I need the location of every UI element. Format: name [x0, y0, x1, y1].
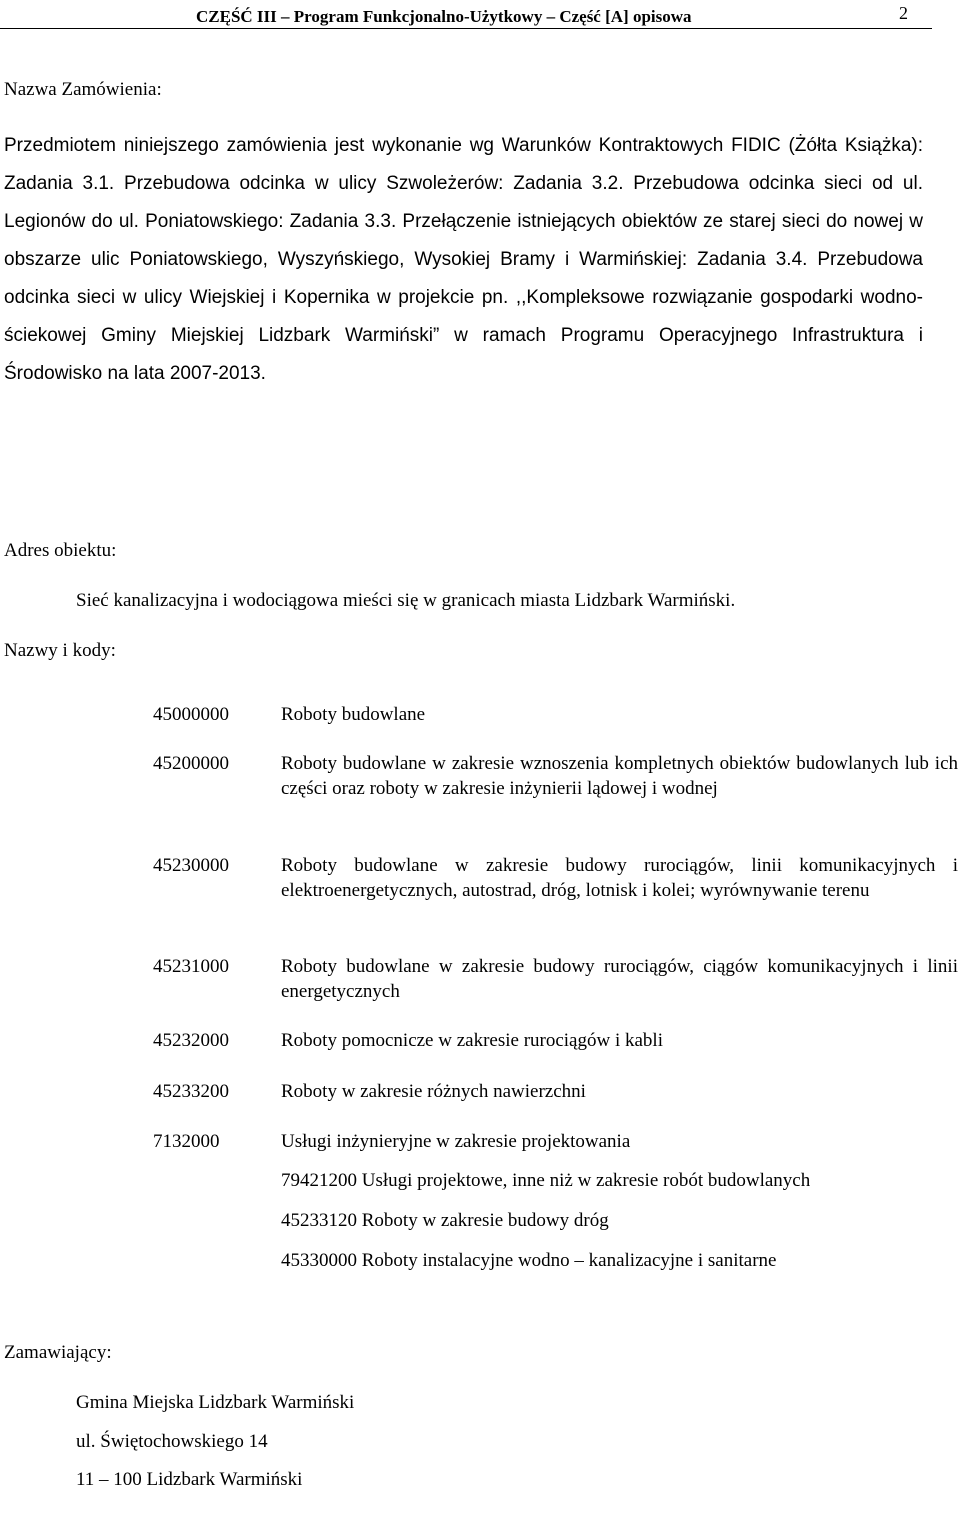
- code-description: Roboty budowlane w zakresie wznoszenia kompletnych obiektów budowlanych lub ich części oraz roboty w zakresie inżynierii lądowej i wodnej: [281, 753, 958, 799]
- address-text: Sieć kanalizacyjna i wodociągowa mieści się w granicach miasta Lidzbark Warmiński.: [76, 590, 736, 611]
- order-label: Nazwa Zamówienia:: [4, 79, 162, 100]
- code-description: Roboty budowlane w zakresie budowy rurociągów, ciągów komunikacyjnych i linii energetycznych: [281, 956, 958, 1002]
- client-label: Zamawiający:: [4, 1342, 112, 1363]
- code-description: Roboty budowlane w zakresie budowy rurociągów, linii komunikacyjnych i elektroenergetycznych, autostrad, dróg, lotnisk i kolei; wyrównywanie terenu: [281, 855, 958, 901]
- code-number: 45230000: [153, 855, 229, 876]
- codes-label: Nazwy i kody:: [4, 640, 116, 661]
- code-number: 45233200: [153, 1081, 229, 1102]
- code-number: 7132000: [153, 1131, 220, 1152]
- header-title: CZĘŚĆ III – Program Funkcjonalno-Użytkowy – Część [A] opisowa: [196, 7, 692, 26]
- code-subitem: 45233120 Roboty w zakresie budowy dróg: [281, 1210, 609, 1231]
- code-description: Roboty budowlane: [281, 704, 426, 725]
- code-number: 45000000: [153, 704, 229, 725]
- order-description: Przedmiotem niniejszego zamówienia jest wykonanie wg Warunków Kontraktowych FIDIC (Żółta Książka): Zadania 3.1. Przebudowa odcinka w ulicy Szwoleżerów: Zadania 3.2. Przebudowa odcinka sieci od ul. Legionów do ul. Poniatowskiego: Zadania 3.3. Przełączenie istniejących obiektów ze starej sieci do nowej w obszarze ulic Poniatowskiego, Wyszyńskiego, Wysokiej Bramy i Warmińskiej: Zadania 3.4. Przebudowa odcinka sieci w ulicy Wiejskiej i Kopernika w projekcie pn. ,,Kompleksowe rozwiązanie gospodarki wodno-ściekowej Gminy Miejskiej Lidzbark Warmiński” w ramach Programu Operacyjnego Infrastruktura i Środowisko na lata 2007-2013.: [4, 135, 923, 384]
- client-city: 11 – 100 Lidzbark Warmiński: [76, 1469, 303, 1490]
- code-number: 45231000: [153, 956, 229, 977]
- code-number: 45232000: [153, 1030, 229, 1051]
- code-subitem: 45330000 Roboty instalacyjne wodno – kanalizacyjne i sanitarne: [281, 1250, 777, 1271]
- code-number: 45200000: [153, 753, 229, 774]
- code-description: Roboty pomocnicze w zakresie rurociągów i kabli: [281, 1030, 663, 1051]
- page-header: [0, 0, 932, 29]
- code-subitem: 79421200 Usługi projektowe, inne niż w zakresie robót budowlanych: [281, 1170, 811, 1191]
- code-description: Roboty w zakresie różnych nawierzchni: [281, 1081, 586, 1102]
- client-name: Gmina Miejska Lidzbark Warmiński: [76, 1392, 355, 1413]
- address-label: Adres obiektu:: [4, 540, 117, 561]
- code-description: Usługi inżynieryjne w zakresie projektowania: [281, 1131, 631, 1152]
- client-street: ul. Świętochowskiego 14: [76, 1431, 268, 1452]
- page-number: 2: [899, 3, 908, 23]
